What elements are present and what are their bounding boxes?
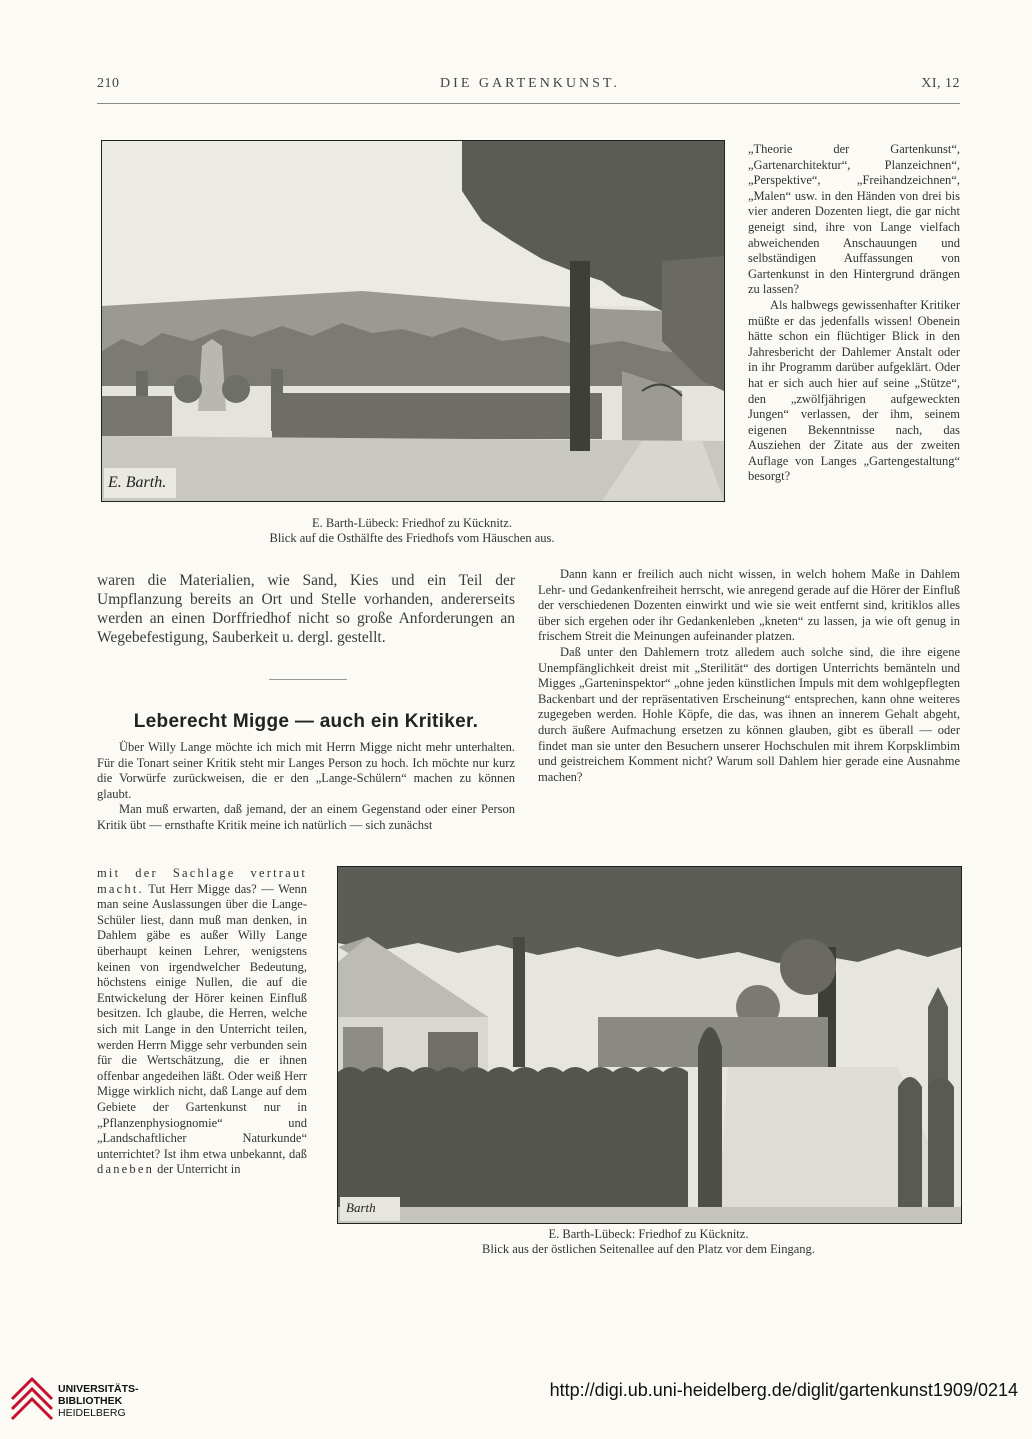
paragraph — [97, 866, 307, 1178]
journal-title: DIE GARTENKUNST. — [440, 76, 620, 91]
emphasized-text: mit der Sachlage vertraut — [97, 866, 307, 880]
figure-1-signature: E. Barth. — [108, 474, 167, 491]
paragraph: Über Willy Lange möchte ich mich mit Herrn Migge nicht mehr unterhalten. Für die Tonart seiner Kritik steht mir Langes Person zu hoch. Ich möchte nur kurz die Vorwürfe zurückweisen, die er den „Lange-Schülern“ machen zu können glaubt. — [97, 740, 515, 801]
emphasized-text: daneben — [97, 1162, 155, 1177]
figure-1-caption-line-1: E. Barth-Lübeck: Friedhof zu Kücknitz. — [312, 516, 512, 530]
paragraph: Dann kann er freilich auch nicht wissen, in welch hohem Maße in Dahlem Lehr- und Gedankenfreiheit herrscht, wie anregend gerade auf die Hörer der Einfluß der verschiedenen Dozenten einwirkt und wie sie weit entfernt sind, kritiklos alles über sich ergehen oder ihr Gedankenleben „kneten“ zu lassen, ja wie oft genug in frischem Streit die Meinungen aufeinander platzen. — [538, 567, 960, 644]
section-divider — [269, 679, 347, 680]
library-name-line-3: HEIDELBERG — [58, 1407, 126, 1419]
source-url-link[interactable]: http://digi.ub.uni-heidelberg.de/diglit/gartenkunst1909/0214 — [549, 1380, 1018, 1400]
paragraph: Als halbwegs gewissenhafter Kritiker müßte er das jedenfalls wissen! Obenein hätte schon ein flüchtiger Blick in den Jahresbericht der Dahlemer Anstalt oder in ihr Programm darüber aufgeklärt. Oder hat er sich auch hier auf seine „Stütze“, den „zwölfjährigen aufgeweckten Jungen“ verlassen, der ihm, seinem eigenen Bekenntnisse nach, das Ausziehen der Zitate aus der zweiten Auflage von Langes „Gartengestaltung“ besorgt? — [748, 297, 960, 484]
article-body-top — [97, 740, 515, 834]
emphasized-text: macht. — [97, 881, 144, 896]
library-logo-icon — [10, 1373, 54, 1421]
right-column-top — [748, 142, 960, 485]
text-span: der Unterricht in — [157, 1162, 241, 1177]
library-name-line-1: UNIVERSITÄTS- — [58, 1383, 139, 1395]
figure-1-caption-line-2: Blick auf die Osthälfte des Friedhofs vom Häuschen aus. — [269, 531, 555, 545]
figure-1-drawing — [102, 141, 724, 501]
page-number: 210 — [97, 76, 120, 91]
article-body-narrow — [97, 866, 307, 1178]
article-heading: Leberecht Migge — auch ein Kritiker. — [133, 711, 479, 732]
paragraph: Man muß erwarten, daß jemand, der an einem Gegenstand oder einer Person Kritik übt — ernsthafte Kritik meine ich natürlich — sich zunächst — [97, 802, 515, 832]
figure-1-illustration — [101, 140, 725, 502]
library-name-line-2: BIBLIOTHEK — [58, 1395, 123, 1407]
paragraph: Daß unter den Dahlemern trotz alledem auch solche sind, die ihre eigene Unempfänglichkeit dreist mit „Sterilität“ des dortigen Unterrichts bemänteln und Migges „Garteninspektor“ „ohne jeden künstlichen Impuls mit dem wohlgepflegten Backenbart und der repräsentativen Erscheinung“ entsprechen, kann ohne weiteres zugegeben werden. Hohle Köpfe, die das, was ihnen an innerem Gehalt abgeht, durch äußere Aufmachung ersetzen zu können glauben, gibt es überall — oder findet man sie unter den Besuchern unserer Hochschulen mit ihrem Korpsklimbim und geistreichem Komment nicht? Warum soll Dahlem hier gerade eine Ausnahme machen? — [538, 644, 960, 784]
figure-2-illustration — [337, 866, 962, 1224]
issue-number: XI, 12 — [921, 76, 960, 91]
paragraph: „Theorie der Gartenkunst“, „Gartenarchitektur“, Planzeichnen“, „Perspektive“, „Freihandzeichnen“, „Malen“ usw. in den Händen von drei bis vier anderen Dozenten liegt, die gar nicht geneigt sind, ihre von Lange vielfach abweichenden Anschauungen und selbständigen Auffassungen von Gartenkunst in den Hintergrund drängen zu lassen? — [748, 142, 960, 297]
library-logo — [10, 1373, 54, 1421]
left-intro-paragraph: waren die Materialien, wie Sand, Kies und ein Teil der Umpflanzung bereits an Ort und Stelle vorhanden, andererseits werden an einen Dorffriedhof nicht so große Anforderungen an Wegebefestigung, Sauberkeit u. dergl. gestellt. — [97, 572, 515, 646]
right-column-mid — [538, 567, 960, 785]
figure-2-drawing — [338, 867, 961, 1223]
library-name — [58, 1383, 139, 1419]
text-span: Tut Herr Migge das? — Wenn man seine Auslassungen über die Lange-Schüler liest, dann muß man denken, in Dahlem gäbe es außer Willy Lange überhaupt keinen Lehrer, wenigstens keinen von irgendwelcher Bedeutung, höchstens einige Nullen, die auf die Entwickelung der Hörer keinen Einfluß besitzen. Ich glaube, die Herren, welche sich mit Lange in den Unterricht teilen, werden Herrn Migge sehr verbunden sein für die Wertschätzung, die er ihnen offenbar angedeihen läßt. Oder weiß Herr Migge wirklich nicht, daß Lange auf dem Gebiete der Gartenkunst nur in „Pflanzenphysiognomie“ und „Landschaftlicher Naturkunde“ unterrichtet? Ist ihm etwa unbekannt, daß — [97, 881, 307, 1161]
figure-2-caption-line-2: Blick aus der östlichen Seitenallee auf den Platz vor dem Eingang. — [482, 1242, 815, 1256]
figure-2-caption-line-1: E. Barth-Lübeck: Friedhof zu Kücknitz. — [548, 1227, 749, 1241]
figure-2-signature: Barth — [346, 1200, 376, 1215]
header-rule — [97, 103, 960, 104]
